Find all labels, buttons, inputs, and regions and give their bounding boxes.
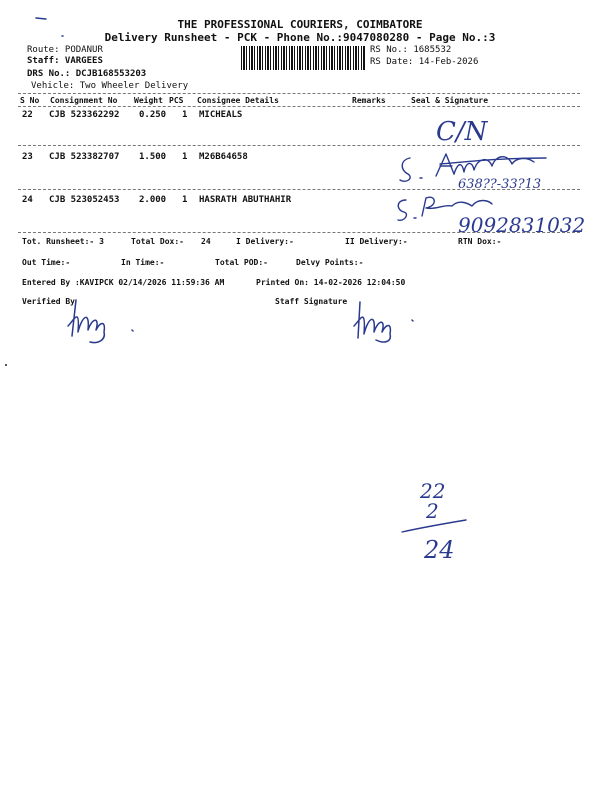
rs-date: RS Date: 14-Feb-2026 bbox=[370, 57, 479, 67]
staff-signature bbox=[348, 296, 428, 346]
col-header-seal: Seal & Signature bbox=[411, 96, 489, 105]
row-pcs: 1 bbox=[182, 195, 188, 205]
printed-on: Printed On: 14-02-2026 12:04:50 bbox=[256, 278, 406, 287]
row-consignment: CJB 523052453 bbox=[49, 195, 120, 205]
svg-text:9092831032: 9092831032 bbox=[458, 213, 586, 236]
row-consignment: CJB 523382707 bbox=[49, 152, 120, 162]
row-consignee: MICHEALS bbox=[199, 110, 243, 120]
drs-number: DRS No.: DCJB168553203 bbox=[27, 69, 147, 79]
i-delivery: I Delivery:- bbox=[236, 237, 294, 246]
row-sno: 24 bbox=[22, 195, 33, 205]
row-consignment: CJB 523362292 bbox=[49, 110, 120, 120]
col-header-remarks: Remarks bbox=[352, 96, 386, 105]
staff-signature-label: Staff Signature bbox=[275, 297, 348, 306]
company-title: THE PROFESSIONAL COURIERS, COIMBATORE bbox=[177, 18, 423, 31]
entered-by: Entered By :KAVIPCK 02/14/2026 11:59:36 AM bbox=[22, 278, 225, 287]
col-header-pcs: PCS bbox=[169, 96, 184, 105]
divider bbox=[18, 93, 580, 94]
col-header-sno: S No bbox=[20, 96, 40, 105]
row-sno: 23 bbox=[22, 152, 33, 162]
row-pcs: 1 bbox=[182, 110, 188, 120]
total-dox-label: Total Dox:- bbox=[131, 237, 184, 246]
row-consignee: HASRATH ABUTHAHIR bbox=[199, 195, 292, 205]
handwritten-tally bbox=[396, 476, 476, 586]
stray-dot bbox=[5, 364, 7, 366]
total-pod: Total POD:- bbox=[215, 258, 268, 267]
row-weight: 1.500 bbox=[139, 152, 167, 162]
stray-mark-icon bbox=[34, 14, 74, 44]
col-header-consignment: Consignment No bbox=[50, 96, 118, 105]
svg-text:22: 22 bbox=[420, 479, 446, 503]
row-weight: 0.250 bbox=[139, 110, 167, 120]
in-time: In Time:- bbox=[121, 258, 165, 267]
verified-by-label: Verified By bbox=[22, 297, 75, 306]
verified-signature bbox=[60, 296, 150, 346]
runsheet-subtitle: Delivery Runsheet - PCK - Phone No.:9047080280 - Page No.:3 bbox=[104, 31, 496, 44]
col-header-consignee: Consignee Details bbox=[197, 96, 279, 105]
route-label: Route: PODANUR bbox=[27, 45, 103, 55]
svg-text:2: 2 bbox=[426, 499, 439, 523]
vehicle-label: Vehicle: Two Wheeler Delivery bbox=[31, 81, 189, 91]
svg-text:24: 24 bbox=[424, 536, 455, 564]
rtn-dox: RTN Dox:- bbox=[458, 237, 502, 246]
handwritten-cn bbox=[430, 112, 500, 150]
handwritten-signature-row3 bbox=[392, 192, 592, 236]
tot-runsheet: Tot. Runsheet:- 3 bbox=[22, 237, 104, 246]
divider bbox=[18, 106, 580, 107]
svg-text:638??-33?13: 638??-33?13 bbox=[458, 177, 542, 192]
handwritten-signature-row2 bbox=[396, 148, 566, 192]
barcode bbox=[241, 46, 365, 70]
total-dox-value: 24 bbox=[201, 237, 211, 246]
row-sno: 22 bbox=[22, 110, 33, 120]
row-pcs: 1 bbox=[182, 152, 188, 162]
staff-label: Staff: VARGEES bbox=[27, 56, 103, 66]
row-weight: 2.000 bbox=[139, 195, 167, 205]
rs-number: RS No.: 1685532 bbox=[370, 45, 452, 55]
out-time: Out Time:- bbox=[22, 258, 71, 267]
svg-text:C/N: C/N bbox=[436, 117, 488, 147]
col-header-weight: Weight bbox=[134, 96, 163, 105]
ii-delivery: II Delivery:- bbox=[345, 237, 408, 246]
delvy-points: Delvy Points:- bbox=[296, 258, 364, 267]
row-consignee: M26B64658 bbox=[199, 152, 248, 162]
